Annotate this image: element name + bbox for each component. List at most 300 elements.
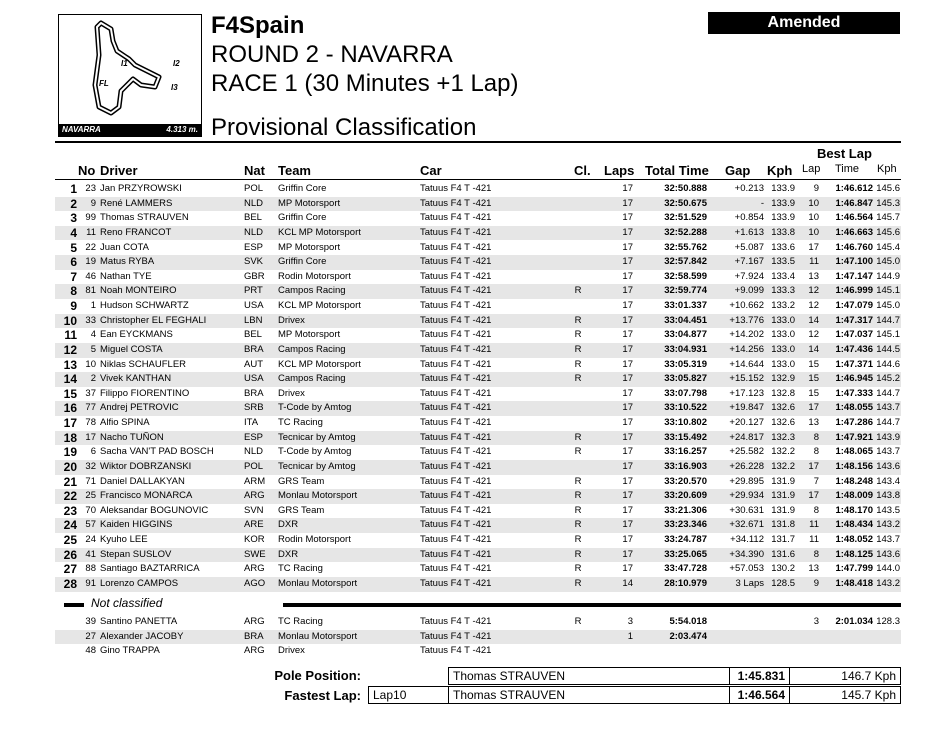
table-row	[55, 615, 901, 630]
table-row	[55, 416, 901, 431]
best-lap-time: 1:48.009	[835, 490, 873, 502]
nationality: USA	[244, 300, 264, 312]
class: R	[574, 490, 582, 502]
table-row	[55, 358, 901, 373]
position: 28	[63, 577, 77, 591]
car: Tatuus F4 T -421	[420, 460, 492, 472]
team: KCL MP Motorsport	[278, 300, 361, 312]
kph: 132.3	[771, 431, 795, 443]
col-best-kph: Kph	[877, 163, 897, 175]
kph: 133.8	[771, 226, 795, 238]
driver-name: Alfio SPINA	[100, 417, 150, 429]
laps: 17	[622, 387, 633, 399]
table-row	[55, 401, 901, 416]
kph: 131.9	[771, 475, 795, 487]
best-lap-no: 12	[808, 285, 819, 297]
best-lap-no: 15	[808, 387, 819, 399]
not-classified-bar	[283, 603, 901, 607]
laps: 17	[622, 519, 633, 531]
best-lap-no: 17	[808, 402, 819, 414]
laps: 17	[622, 373, 633, 385]
position: 7	[70, 269, 77, 284]
gap: +20.127	[729, 417, 764, 429]
class: R	[574, 519, 582, 531]
gap: +0.213	[734, 183, 764, 194]
document-title: Provisional Classification	[211, 114, 477, 141]
kph: 133.4	[771, 270, 795, 282]
total-time: 33:07.798	[664, 387, 707, 399]
kph: 133.3	[771, 285, 795, 297]
total-time: 33:20.609	[664, 490, 707, 502]
gap: +30.631	[729, 504, 764, 516]
not-classified-dash	[64, 603, 84, 607]
table-row	[55, 445, 901, 460]
table-row	[55, 387, 901, 402]
table-row	[55, 255, 901, 270]
driver-name: Hudson SCHWARTZ	[100, 300, 189, 312]
car-number: 22	[85, 241, 96, 253]
best-lap-time: 1:47.037	[835, 329, 873, 341]
driver-name: Vivek KANTHAN	[100, 373, 172, 385]
laps: 17	[622, 270, 633, 282]
team: Monlau Motorsport	[278, 578, 358, 589]
gap: +32.671	[729, 519, 764, 531]
total-time: 32:50.675	[664, 197, 707, 209]
laps: 17	[622, 417, 633, 429]
best-lap-header: Best Lap	[817, 146, 872, 161]
best-lap-kph: 144.5	[876, 343, 900, 355]
nationality: USA	[244, 373, 264, 385]
total-time: 28:10.979	[664, 578, 707, 589]
position: 9	[70, 299, 77, 314]
driver-name: Matus RYBA	[100, 256, 155, 268]
kph: 133.0	[771, 329, 795, 341]
nationality: SVK	[244, 256, 264, 268]
nationality: ARE	[244, 519, 264, 531]
position: 1	[70, 182, 77, 196]
best-lap-kph: 145.1	[876, 285, 900, 297]
team: T-Code by Amtog	[278, 402, 352, 414]
car: Tatuus F4 T -421	[420, 270, 492, 282]
team: Griffin Core	[278, 256, 327, 268]
team: Campos Racing	[278, 285, 346, 297]
table-row	[55, 211, 901, 226]
table-row	[55, 241, 901, 256]
driver-name: Niklas SCHAUFLER	[100, 358, 187, 370]
total-time: 2:03.474	[669, 630, 707, 642]
gap: +1.613	[734, 226, 764, 238]
best-lap-kph: 145.6	[876, 183, 900, 194]
table-row	[55, 328, 901, 343]
best-lap-no: 9	[813, 183, 819, 194]
col-best-lap-no: Lap	[802, 163, 821, 175]
total-time: 32:52.288	[664, 226, 707, 238]
laps: 17	[622, 212, 633, 224]
gap: +19.847	[729, 402, 764, 414]
table-row	[55, 197, 901, 212]
laps: 17	[622, 314, 633, 326]
laps: 17	[622, 504, 633, 516]
nationality: LBN	[244, 314, 263, 326]
total-time: 32:59.774	[664, 285, 707, 297]
position: 23	[63, 503, 77, 518]
best-lap-no: 17	[808, 241, 819, 253]
nationality: POL	[244, 460, 264, 472]
driver-name: Santiago BAZTARRICA	[100, 563, 200, 575]
team: Tecnicar by Amtog	[278, 431, 356, 443]
class: R	[574, 343, 582, 355]
car-number: 41	[85, 548, 96, 560]
team: Rodin Motorsport	[278, 534, 351, 546]
best-lap-no: 11	[809, 256, 819, 268]
car: Tatuus F4 T -421	[420, 504, 492, 516]
nationality: KOR	[244, 534, 265, 546]
car: Tatuus F4 T -421	[420, 373, 492, 385]
car: Tatuus F4 T -421	[420, 534, 492, 546]
pole-position-label: Pole Position:	[274, 668, 361, 683]
col-team: Team	[278, 163, 311, 178]
best-lap-no: 9	[813, 578, 819, 589]
table-row	[55, 504, 901, 519]
car: Tatuus F4 T -421	[420, 197, 492, 209]
best-lap-no: 11	[809, 534, 819, 546]
team: DXR	[278, 519, 299, 531]
class: R	[574, 534, 582, 546]
nationality: BRA	[244, 343, 264, 355]
kph: 133.6	[771, 241, 795, 253]
kph: 133.2	[771, 300, 795, 312]
best-lap-no: 14	[808, 343, 819, 355]
nationality: BEL	[244, 329, 262, 341]
car: Tatuus F4 T -421	[420, 645, 492, 657]
team: Drivex	[278, 314, 305, 326]
table-row	[55, 270, 901, 285]
best-lap-kph: 143.7	[876, 446, 900, 458]
team: MP Motorsport	[278, 197, 341, 209]
class: R	[574, 578, 582, 589]
best-lap-no: 11	[809, 519, 819, 531]
best-lap-time: 1:48.434	[835, 519, 873, 531]
gap: +29.895	[729, 475, 764, 487]
best-lap-no: 7	[813, 475, 819, 487]
total-time: 33:04.451	[664, 314, 707, 326]
position: 27	[63, 562, 77, 577]
nationality: ARG	[244, 645, 265, 657]
nationality: ARG	[244, 616, 265, 627]
team: Rodin Motorsport	[278, 270, 351, 282]
driver-name: Christopher EL FEGHALI	[100, 314, 207, 326]
team: TC Racing	[278, 417, 323, 429]
best-lap-kph: 143.5	[876, 504, 900, 516]
class: R	[574, 329, 582, 341]
car: Tatuus F4 T -421	[420, 387, 492, 399]
best-lap-no: 10	[808, 226, 819, 238]
kph: 131.6	[771, 548, 795, 560]
car: Tatuus F4 T -421	[420, 212, 492, 224]
laps: 17	[622, 197, 633, 209]
nationality: ESP	[244, 241, 264, 253]
laps: 17	[622, 563, 633, 575]
kph: 133.9	[771, 183, 795, 194]
pole-driver: Thomas STRAUVEN	[448, 667, 730, 685]
best-lap-time: 1:48.055	[835, 402, 873, 414]
car: Tatuus F4 T -421	[420, 519, 492, 531]
not-classified-label: Not classified	[91, 596, 163, 610]
table-row	[55, 460, 901, 475]
best-lap-time: 1:48.170	[835, 504, 873, 516]
total-time: 33:10.522	[664, 402, 707, 414]
table-row	[55, 518, 901, 533]
gap: +17.123	[729, 387, 764, 399]
kph: 132.6	[771, 402, 795, 414]
driver-name: Miguel COSTA	[100, 343, 163, 355]
position: 26	[63, 547, 77, 562]
table-row	[55, 284, 901, 299]
best-lap-time: 1:48.418	[835, 578, 873, 589]
kph: 131.9	[771, 504, 795, 516]
best-lap-time: 1:46.760	[835, 241, 873, 253]
class: R	[574, 314, 582, 326]
laps: 3	[627, 616, 633, 627]
total-time: 33:04.877	[664, 329, 707, 341]
col-kph: Kph	[767, 163, 793, 178]
table-row	[55, 644, 901, 659]
best-lap-kph: 145.0	[876, 300, 900, 312]
laps: 17	[622, 548, 633, 560]
round-title: ROUND 2 - NAVARRA	[211, 41, 453, 68]
nationality: SVN	[244, 504, 264, 516]
best-lap-kph: 145.0	[876, 256, 900, 268]
car-number: 4	[90, 329, 96, 341]
gap: +10.662	[729, 300, 764, 312]
best-lap-kph: 143.9	[876, 431, 900, 443]
driver-name: Kaiden HIGGINS	[100, 519, 173, 531]
car-number: 23	[85, 183, 96, 194]
car: Tatuus F4 T -421	[420, 630, 492, 642]
car: Tatuus F4 T -421	[420, 314, 492, 326]
laps: 17	[622, 183, 633, 194]
total-time: 33:04.931	[664, 343, 707, 355]
best-lap-no: 8	[813, 504, 819, 516]
car-number: 46	[85, 270, 96, 282]
laps: 17	[622, 475, 633, 487]
position: 12	[63, 342, 77, 357]
driver-name: Aleksandar BOGUNOVIC	[100, 504, 209, 516]
car: Tatuus F4 T -421	[420, 402, 492, 414]
position: 22	[63, 489, 77, 504]
gap: +13.776	[729, 314, 764, 326]
best-lap-time: 1:48.052	[835, 534, 873, 546]
position: 25	[63, 533, 77, 548]
position: 17	[63, 416, 77, 431]
col-no: No	[78, 163, 96, 178]
position: 13	[63, 357, 77, 372]
position: 11	[64, 328, 77, 343]
kph: 133.0	[771, 314, 795, 326]
car-number: 24	[85, 534, 96, 546]
kph: 133.9	[771, 212, 795, 224]
total-time: 33:05.319	[664, 358, 707, 370]
best-lap-time: 1:48.248	[835, 475, 873, 487]
class: R	[574, 475, 582, 487]
table-row	[55, 577, 901, 592]
team: DXR	[278, 548, 299, 560]
position: 20	[63, 459, 77, 474]
col-nat: Nat	[244, 163, 265, 178]
class: R	[574, 285, 582, 297]
car-number: 81	[85, 285, 96, 297]
best-lap-time: 1:46.999	[835, 285, 873, 297]
driver-name: Gino TRAPPA	[100, 645, 160, 657]
table-row	[55, 533, 901, 548]
gap: +7.167	[734, 256, 764, 268]
total-time: 33:01.337	[664, 300, 707, 312]
car: Tatuus F4 T -421	[420, 343, 492, 355]
gap: +7.924	[734, 270, 764, 282]
team: KCL MP Motorsport	[278, 358, 361, 370]
class: R	[574, 504, 582, 516]
total-time: 33:15.492	[664, 431, 707, 443]
best-lap-kph: 143.2	[876, 519, 900, 531]
laps: 17	[622, 460, 633, 472]
sector-label-i3: I3	[171, 83, 178, 92]
table-header-rule	[55, 179, 901, 180]
nationality: BRA	[244, 630, 264, 642]
gap: +9.099	[734, 285, 764, 297]
car: Tatuus F4 T -421	[420, 616, 492, 627]
fastest-time: 1:46.564	[729, 686, 790, 704]
position: 10	[63, 313, 77, 328]
position: 6	[70, 255, 77, 270]
class: R	[574, 373, 582, 385]
table-row	[55, 226, 901, 241]
car-number: 32	[85, 460, 96, 472]
car: Tatuus F4 T -421	[420, 300, 492, 312]
car-number: 91	[85, 578, 96, 589]
driver-name: Noah MONTEIRO	[100, 285, 177, 297]
kph: 130.2	[771, 563, 795, 575]
best-lap-time: 1:46.663	[835, 226, 873, 238]
table-row	[55, 431, 901, 446]
best-lap-kph: 143.2	[876, 578, 900, 589]
best-lap-kph: 145.6	[876, 226, 900, 238]
team: Monlau Motorsport	[278, 490, 358, 502]
nationality: ESP	[244, 431, 264, 443]
best-lap-time: 1:47.371	[835, 358, 873, 370]
position: 5	[70, 240, 77, 255]
gap: -	[760, 197, 764, 209]
car-number: 99	[85, 212, 96, 224]
nationality: POL	[244, 183, 264, 194]
best-lap-time: 1:46.847	[835, 197, 873, 209]
car: Tatuus F4 T -421	[420, 241, 492, 253]
car-number: 48	[85, 645, 96, 657]
total-time: 33:16.257	[664, 446, 707, 458]
best-lap-kph: 144.7	[876, 387, 900, 399]
team: MP Motorsport	[278, 329, 341, 341]
driver-name: Ean EYCKMANS	[100, 329, 173, 341]
car-number: 37	[85, 387, 96, 399]
kph: 133.0	[771, 343, 795, 355]
laps: 17	[622, 490, 633, 502]
kph: 128.5	[771, 578, 795, 589]
table-row	[55, 372, 901, 387]
nationality: NLD	[244, 197, 264, 209]
best-lap-time: 1:46.564	[835, 212, 873, 224]
best-lap-kph: 145.4	[876, 241, 900, 253]
gap: +29.934	[729, 490, 764, 502]
car-number: 33	[85, 314, 96, 326]
team: Monlau Motorsport	[278, 630, 358, 642]
best-lap-no: 12	[808, 329, 819, 341]
best-lap-no: 10	[808, 197, 819, 209]
driver-name: Francisco MONARCA	[100, 490, 193, 502]
gap: +26.228	[729, 460, 764, 472]
circuit-name: NAVARRA	[62, 125, 101, 134]
best-lap-kph: 128.3	[876, 616, 900, 627]
car: Tatuus F4 T -421	[420, 563, 492, 575]
team: Campos Racing	[278, 343, 346, 355]
sector-label-i2: I2	[173, 59, 180, 68]
laps: 17	[622, 402, 633, 414]
best-lap-no: 14	[808, 314, 819, 326]
best-lap-time: 1:47.436	[835, 343, 873, 355]
laps: 17	[622, 431, 633, 443]
position: 8	[70, 284, 77, 299]
col-cl: Cl.	[574, 163, 591, 178]
class: R	[574, 616, 582, 627]
car: Tatuus F4 T -421	[420, 490, 492, 502]
laps: 17	[622, 446, 633, 458]
driver-name: Nathan TYE	[100, 270, 152, 282]
car: Tatuus F4 T -421	[420, 183, 492, 194]
best-lap-kph: 143.7	[876, 534, 900, 546]
total-time: 33:10.802	[664, 417, 707, 429]
series-title: F4Spain	[211, 12, 305, 39]
best-lap-time: 1:47.333	[835, 387, 873, 399]
team: Griffin Core	[278, 212, 327, 224]
pole-kph: 146.7 Kph	[789, 667, 901, 685]
position: 24	[63, 518, 77, 533]
total-time: 5:54.018	[669, 616, 707, 627]
car: Tatuus F4 T -421	[420, 329, 492, 341]
car-number: 1	[90, 300, 96, 312]
team: Drivex	[278, 645, 305, 657]
table-row	[55, 489, 901, 504]
best-lap-kph: 144.6	[876, 358, 900, 370]
amended-badge: Amended	[708, 12, 900, 34]
fastest-lap-label: Fastest Lap:	[284, 688, 361, 703]
best-lap-no: 13	[808, 563, 819, 575]
nationality: ARM	[244, 475, 266, 487]
best-lap-kph: 144.7	[876, 417, 900, 429]
best-lap-time: 1:48.156	[835, 460, 873, 472]
best-lap-no: 15	[808, 358, 819, 370]
class: R	[574, 563, 582, 575]
best-lap-time: 1:46.612	[835, 183, 873, 194]
best-lap-time: 1:47.286	[835, 417, 873, 429]
kph: 133.9	[771, 197, 795, 209]
best-lap-time: 1:47.799	[835, 563, 873, 575]
class: R	[574, 358, 582, 370]
gap: 3 Laps	[735, 578, 764, 589]
table-row	[55, 182, 901, 197]
nationality: ARG	[244, 490, 265, 502]
best-lap-no: 17	[808, 490, 819, 502]
position: 3	[70, 211, 77, 226]
driver-name: Daniel DALLAKYAN	[100, 475, 185, 487]
circuit-length: 4.313 m.	[166, 125, 198, 134]
